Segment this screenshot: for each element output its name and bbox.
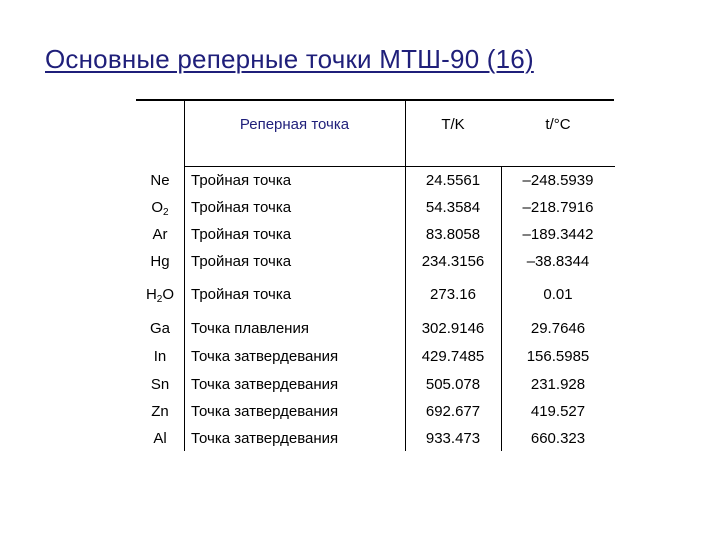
temperature-c-value: –38.8344 (526, 253, 590, 270)
temperature-k-value: 933.473 (425, 430, 481, 447)
column-divider (184, 101, 185, 451)
element-symbol: Ne (150, 172, 170, 189)
header-reference-point: Реперная точка (239, 116, 350, 133)
element-symbol: Ga (149, 320, 170, 337)
temperature-k-value: 234.3156 (421, 253, 485, 270)
reference-point-name: Точка затвердевания (191, 376, 339, 393)
temperature-k-value: 273.16 (430, 286, 476, 303)
temperature-k-value: 505.078 (425, 376, 481, 393)
column-divider (405, 101, 406, 451)
temperature-c-value: 156.5985 (526, 348, 590, 365)
temperature-c-value: 0.01 (543, 286, 573, 303)
temperature-k-value: 24.5561 (425, 172, 481, 189)
reference-point-name: Тройная точка (191, 172, 292, 189)
reference-point-name: Точка плавления (191, 320, 309, 337)
temperature-k-value: 692.677 (425, 403, 481, 420)
element-symbol: Ar (152, 226, 168, 243)
temperature-c-value: 660.323 (530, 430, 586, 447)
element-symbol: Zn (151, 403, 169, 420)
reference-point-name: Точка затвердевания (191, 348, 339, 365)
reference-point-name: Тройная точка (191, 253, 292, 270)
page-title: Основные реперные точки МТШ-90 (16) (45, 44, 534, 74)
table-top-rule (136, 99, 614, 101)
reference-point-name: Точка затвердевания (191, 430, 339, 447)
temperature-c-value: 29.7646 (530, 320, 586, 337)
element-symbol: $H_2O$ (145, 286, 175, 305)
temperature-k-value: 302.9146 (421, 320, 485, 337)
reference-point-name: Точка затвердевания (191, 403, 339, 420)
element-symbol: Sn (150, 376, 170, 393)
element-symbol: Al (153, 430, 167, 447)
temperature-c-value: –248.5939 (522, 172, 594, 189)
temperature-k-value: 83.8058 (425, 226, 481, 243)
element-symbol: $O_2$ (151, 199, 169, 218)
header-temperature-k: T/K (441, 116, 465, 133)
header-temperature-c: t/°C (545, 116, 571, 133)
temperature-c-value: –218.7916 (522, 199, 594, 216)
temperature-k-value: 54.3584 (425, 199, 481, 216)
header-divider (184, 166, 405, 167)
temperature-k-value: 429.7485 (421, 348, 485, 365)
temperature-c-value: –189.3442 (522, 226, 594, 243)
temperature-c-value: 419.527 (530, 403, 586, 420)
header-divider (405, 166, 615, 167)
reference-point-name: Тройная точка (191, 226, 292, 243)
reference-point-name: Тройная точка (191, 286, 292, 303)
reference-point-name: Тройная точка (191, 199, 292, 216)
element-symbol: Hg (150, 253, 170, 270)
temperature-c-value: 231.928 (530, 376, 586, 393)
element-symbol: In (153, 348, 167, 365)
